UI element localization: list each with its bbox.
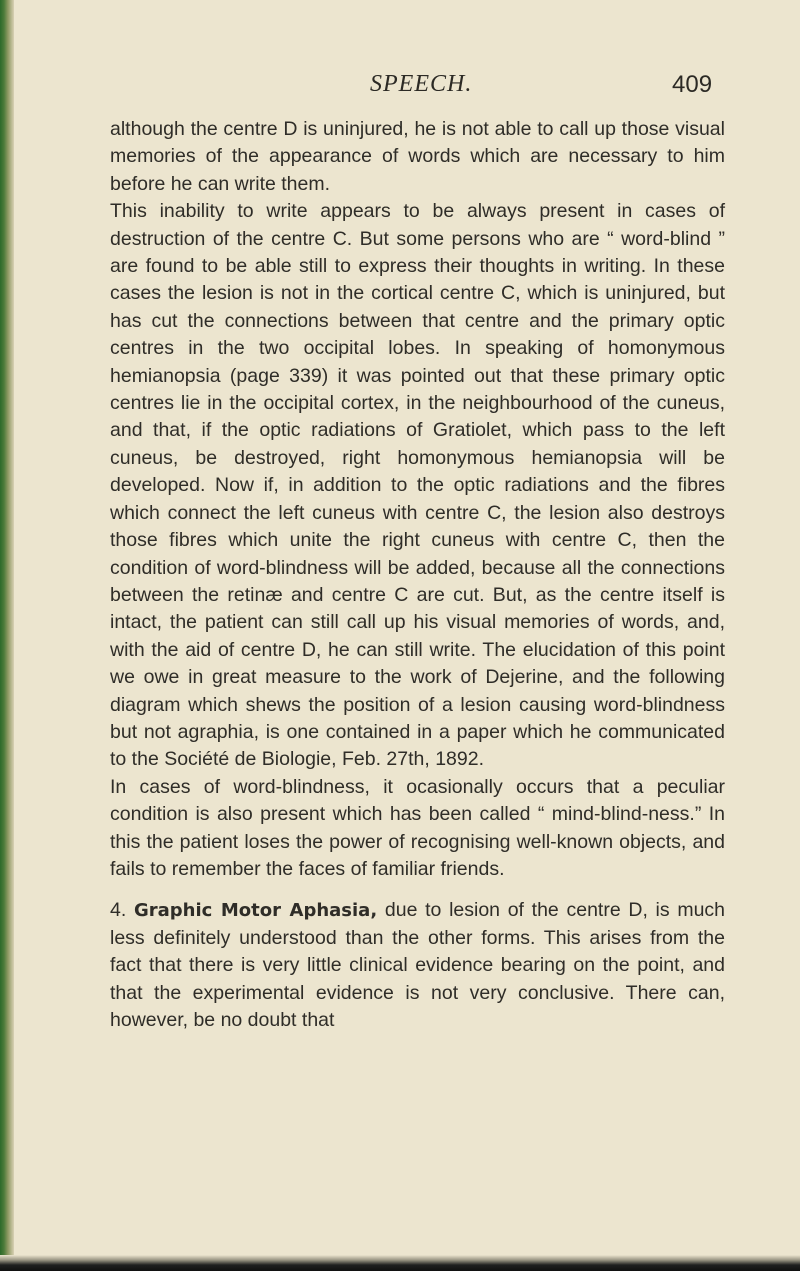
paragraph-3: In cases of word-blindness, it ocasionally occurs that a peculiar condition is also present which has been called “ mind-blind-ness.” In this the patient loses the power of recognising well-known objects, and fails to remember the faces of familiar friends.	[110, 775, 725, 880]
section-heading: Graphic Motor Aphasia,	[133, 900, 378, 922]
body-text	[110, 116, 725, 1034]
paragraph-1: although the centre D is uninjured, he is not able to call up those visual memories of the appearance of words which are necessary to him before he can write them.	[110, 118, 725, 195]
section-text: due to lesion of the centre D, is much less definitely understood than the other forms. This arises from the fact that there is very little clinical evidence bearing on the point, and that the experimental evidence is not very conclusive. There can, however, be no doubt that	[110, 899, 726, 1031]
running-title: SPEECH.	[370, 71, 473, 97]
page-number: 409	[672, 71, 713, 98]
section-number: 4.	[110, 899, 127, 922]
page-bottom-edge	[0, 1255, 800, 1271]
binding-shadow	[0, 0, 14, 1271]
section-paragraph	[110, 897, 725, 1034]
paragraph-2: This inability to write appears to be always present in cases of destruction of the centre C. But some persons who are “ word-blind ” are found to be able still to express their thoughts in writing. In these cases the lesion is not in the cortical centre C, which is uninjured, but has cut the connections between that centre and the primary optic centres in the two occipital lobes. In speaking of homonymous hemianopsia (page 339) it was pointed out that these primary optic centres lie in the occipital cortex, in the neighbourhood of the cuneus, and that, if the optic radiations of Gratiolet, which pass to the left cuneus, be destroyed, right homonymous hemianopsia will be developed. Now if, in addition to the optic radiations and the fibres which connect the left cuneus with centre C, the lesion also destroys those fibres which unite the right cuneus with centre C, then the condition of word-blindness will be added, because all the connections between the retinæ and centre C are cut. But, as the centre itself is intact, the patient can still call up his visual memories of words, and, with the aid of centre D, he can still write. The elucidation of this point we owe in great measure to the work of Dejerine, and the following diagram which shews the position of a lesion causing word-blindness but not agraphia, is one contained in a paper which he communicated to the Société de Biologie, Feb. 27th, 1892.	[110, 200, 725, 771]
